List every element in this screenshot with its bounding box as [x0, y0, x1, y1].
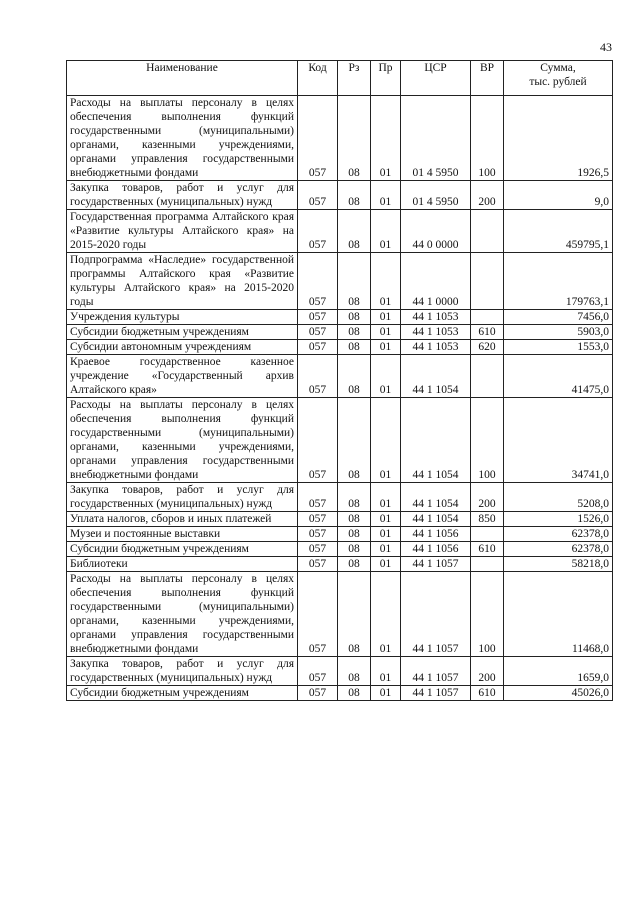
cell-sum: 62378,0: [504, 527, 613, 542]
cell-csr: 44 1 1054: [401, 355, 471, 398]
header-rz: Рз: [338, 61, 371, 96]
cell-vr: 610: [471, 542, 504, 557]
header-csr: ЦСР: [401, 61, 471, 96]
cell-rz: 08: [338, 210, 371, 253]
cell-rz: 08: [338, 572, 371, 657]
cell-name: Расходы на выплаты персоналу в целях обеспечения выполнения функций государственными (муниципальными) органами, казенными учреждениями, органами управления государственными внебюджетными фондами: [67, 572, 298, 657]
cell-name: Субсидии бюджетным учреждениям: [67, 686, 298, 701]
cell-rz: 08: [338, 398, 371, 483]
cell-csr: 44 1 1054: [401, 398, 471, 483]
cell-name: Закупка товаров, работ и услуг для государственных (муниципальных) нужд: [67, 181, 298, 210]
cell-vr: 100: [471, 96, 504, 181]
cell-name: Субсидии бюджетным учреждениям: [67, 325, 298, 340]
cell-sum: 45026,0: [504, 686, 613, 701]
header-sum: [504, 61, 613, 96]
cell-kod: 057: [298, 557, 338, 572]
cell-rz: 08: [338, 355, 371, 398]
cell-vr: 620: [471, 340, 504, 355]
cell-pr: 01: [371, 557, 401, 572]
cell-kod: 057: [298, 527, 338, 542]
cell-pr: 01: [371, 355, 401, 398]
cell-vr: [471, 253, 504, 310]
table-row: [67, 181, 613, 210]
cell-csr: 01 4 5950: [401, 96, 471, 181]
cell-name: Государственная программа Алтайского края «Развитие культуры Алтайского края» на 2015-2020 годы: [67, 210, 298, 253]
cell-pr: 01: [371, 96, 401, 181]
cell-kod: 057: [298, 355, 338, 398]
cell-vr: 850: [471, 512, 504, 527]
cell-sum: 179763,1: [504, 253, 613, 310]
cell-name: Подпрограмма «Наследие» государственной программы Алтайского края «Развитие культуры Алтайского края» на 2015-2020 годы: [67, 253, 298, 310]
cell-name: Расходы на выплаты персоналу в целях обеспечения выполнения функций государственными (муниципальными) органами, казенными учреждениями, органами управления государственными внебюджетными фондами: [67, 96, 298, 181]
cell-kod: 057: [298, 340, 338, 355]
cell-name: Краевое государственное казенное учреждение «Государственный архив Алтайского края»: [67, 355, 298, 398]
cell-rz: 08: [338, 483, 371, 512]
cell-csr: 44 1 0000: [401, 253, 471, 310]
header-name: Наименование: [67, 61, 298, 96]
cell-sum: 5208,0: [504, 483, 613, 512]
table-row: [67, 512, 613, 527]
cell-name: Библиотеки: [67, 557, 298, 572]
cell-name: Расходы на выплаты персоналу в целях обеспечения выполнения функций государственными (муниципальными) органами, казенными учреждениями, органами управления государственными внебюджетными фондами: [67, 398, 298, 483]
cell-csr: 01 4 5950: [401, 181, 471, 210]
cell-kod: 057: [298, 96, 338, 181]
cell-kod: 057: [298, 398, 338, 483]
cell-vr: [471, 557, 504, 572]
cell-rz: 08: [338, 340, 371, 355]
cell-pr: 01: [371, 340, 401, 355]
cell-kod: 057: [298, 210, 338, 253]
cell-csr: 44 1 1053: [401, 340, 471, 355]
cell-sum: 1659,0: [504, 657, 613, 686]
cell-rz: 08: [338, 557, 371, 572]
cell-sum: 34741,0: [504, 398, 613, 483]
budget-table: [66, 60, 613, 701]
cell-csr: 44 1 1053: [401, 310, 471, 325]
cell-kod: 057: [298, 181, 338, 210]
cell-rz: 08: [338, 527, 371, 542]
table-header-row: [67, 61, 613, 96]
table-row: [67, 686, 613, 701]
cell-name: Закупка товаров, работ и услуг для государственных (муниципальных) нужд: [67, 483, 298, 512]
cell-name: Закупка товаров, работ и услуг для государственных (муниципальных) нужд: [67, 657, 298, 686]
cell-kod: 057: [298, 572, 338, 657]
table-row: [67, 483, 613, 512]
cell-name: Музеи и постоянные выставки: [67, 527, 298, 542]
cell-vr: 200: [471, 483, 504, 512]
page-number: 43: [600, 40, 612, 54]
cell-csr: 44 1 1053: [401, 325, 471, 340]
cell-kod: 057: [298, 512, 338, 527]
cell-kod: 057: [298, 542, 338, 557]
cell-pr: 01: [371, 572, 401, 657]
table-row: [67, 253, 613, 310]
cell-sum: 11468,0: [504, 572, 613, 657]
header-pr: Пр: [371, 61, 401, 96]
cell-vr: 100: [471, 398, 504, 483]
cell-sum: 5903,0: [504, 325, 613, 340]
header-vr: ВР: [471, 61, 504, 96]
cell-kod: 057: [298, 310, 338, 325]
cell-pr: 01: [371, 657, 401, 686]
cell-name: Субсидии автономным учреждениям: [67, 340, 298, 355]
header-sum-line2: тыс. рублей: [529, 76, 587, 88]
cell-vr: [471, 355, 504, 398]
cell-vr: 610: [471, 325, 504, 340]
cell-kod: 057: [298, 253, 338, 310]
cell-pr: 01: [371, 310, 401, 325]
cell-sum: 1553,0: [504, 340, 613, 355]
cell-rz: 08: [338, 657, 371, 686]
table-row: [67, 210, 613, 253]
cell-sum: 1526,0: [504, 512, 613, 527]
table-row: [67, 325, 613, 340]
cell-csr: 44 1 1057: [401, 572, 471, 657]
table-row: [67, 340, 613, 355]
cell-rz: 08: [338, 96, 371, 181]
table-row: [67, 310, 613, 325]
cell-pr: 01: [371, 325, 401, 340]
cell-name: Учреждения культуры: [67, 310, 298, 325]
cell-vr: 100: [471, 572, 504, 657]
cell-vr: [471, 527, 504, 542]
cell-pr: 01: [371, 527, 401, 542]
cell-pr: 01: [371, 483, 401, 512]
cell-pr: 01: [371, 542, 401, 557]
cell-csr: 44 1 1057: [401, 657, 471, 686]
cell-sum: 7456,0: [504, 310, 613, 325]
header-sum-line1: Сумма,: [540, 62, 576, 74]
cell-sum: 62378,0: [504, 542, 613, 557]
cell-kod: 057: [298, 686, 338, 701]
cell-rz: 08: [338, 542, 371, 557]
cell-pr: 01: [371, 181, 401, 210]
cell-kod: 057: [298, 325, 338, 340]
table-row: [67, 96, 613, 181]
cell-pr: 01: [371, 253, 401, 310]
cell-kod: 057: [298, 483, 338, 512]
cell-csr: 44 1 1056: [401, 527, 471, 542]
header-kod: Код: [298, 61, 338, 96]
table-row: [67, 572, 613, 657]
cell-csr: 44 1 1057: [401, 686, 471, 701]
cell-csr: 44 1 1054: [401, 483, 471, 512]
cell-sum: 58218,0: [504, 557, 613, 572]
table-row: [67, 657, 613, 686]
cell-rz: 08: [338, 512, 371, 527]
table-row: [67, 398, 613, 483]
table-row: [67, 542, 613, 557]
cell-csr: 44 1 1056: [401, 542, 471, 557]
table-row: [67, 355, 613, 398]
cell-vr: 610: [471, 686, 504, 701]
cell-sum: 1926,5: [504, 96, 613, 181]
cell-csr: 44 1 1054: [401, 512, 471, 527]
cell-pr: 01: [371, 512, 401, 527]
cell-name: Уплата налогов, сборов и иных платежей: [67, 512, 298, 527]
cell-rz: 08: [338, 310, 371, 325]
table-row: [67, 527, 613, 542]
cell-sum: 459795,1: [504, 210, 613, 253]
cell-rz: 08: [338, 325, 371, 340]
cell-pr: 01: [371, 686, 401, 701]
cell-pr: 01: [371, 210, 401, 253]
cell-vr: [471, 310, 504, 325]
cell-csr: 44 1 1057: [401, 557, 471, 572]
cell-rz: 08: [338, 181, 371, 210]
cell-sum: 41475,0: [504, 355, 613, 398]
cell-vr: [471, 210, 504, 253]
cell-vr: 200: [471, 657, 504, 686]
cell-vr: 200: [471, 181, 504, 210]
cell-rz: 08: [338, 686, 371, 701]
cell-rz: 08: [338, 253, 371, 310]
cell-pr: 01: [371, 398, 401, 483]
cell-name: Субсидии бюджетным учреждениям: [67, 542, 298, 557]
cell-sum: 9,0: [504, 181, 613, 210]
table-row: [67, 557, 613, 572]
cell-kod: 057: [298, 657, 338, 686]
cell-csr: 44 0 0000: [401, 210, 471, 253]
